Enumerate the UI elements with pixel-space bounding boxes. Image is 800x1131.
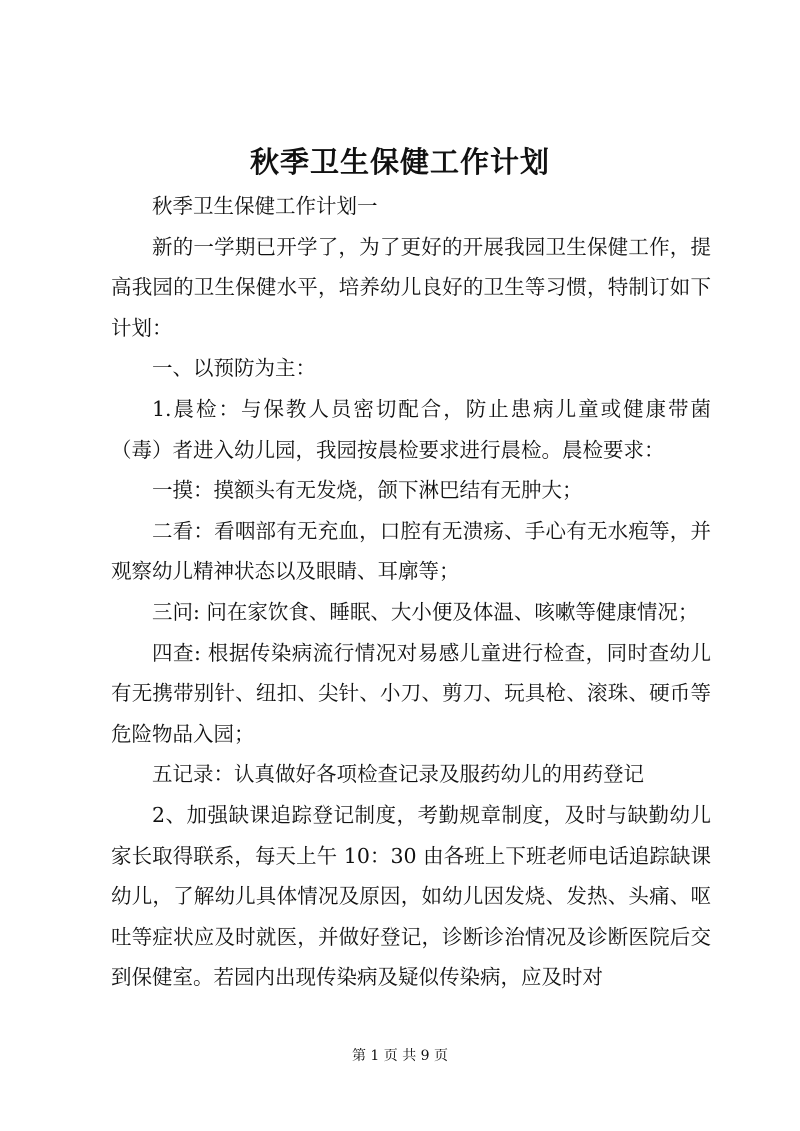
paragraph-subtitle: 秋季卫生保健工作计划一 <box>152 194 378 218</box>
paragraph-ask: 三问: 问在家饮食、睡眠、大小便及体温、咳嗽等健康情况； <box>152 599 699 624</box>
paragraph-morning-check: 1.晨检：与保教人员密切配合，防止患病儿童或健康带菌（毒）者进入幼儿园，我园按晨检要求进行晨检。晨检要求： <box>111 396 711 462</box>
paragraph-touch: 一摸：摸额头有无发烧，颌下淋巴结有无肿大； <box>152 478 583 503</box>
paragraph-look: 二看：看咽部有无充血，口腔有无溃疡、手心有无水疱等，并观察幼儿精神状态以及眼睛、耳廓等； <box>111 518 711 584</box>
page-title: 秋季卫生保健工作计划 <box>249 145 550 179</box>
paragraph-inspect: 四查: 根据传染病流行情况对易感儿童进行检查，同时查幼儿有无携带别针、纽扣、尖针、小刀、剪刀、玩具枪、滚珠、硬币等危险物品入园； <box>111 640 711 746</box>
page-footer: 第 1 页 共 9 页 <box>351 1048 449 1064</box>
paragraph-intro: 新的一学期已开学了，为了更好的开展我园卫生保健工作，提高我园的卫生保健水平，培养幼儿良好的卫生等习惯，特制订如下计划： <box>111 234 711 340</box>
paragraph-attendance: 2、加强缺课追踪登记制度，考勤规章制度，及时与缺勤幼儿家长取得联系，每天上午 10：30 由各班上下班老师电话追踪缺课幼儿，了解幼儿具体情况及原因，如幼儿因发烧、发热、头痛、呕吐等症状应及时就医，并做好登记，诊断诊治情况及诊断医院后交到保健室。若园内出现传染病及疑似传染病，应及时对 <box>111 802 711 990</box>
document-body <box>111 186 711 998</box>
paragraph-section-heading: 一、以预防为主： <box>152 356 316 381</box>
paragraph-record: 五记录：认真做好各项检查记录及服药幼儿的用药登记 <box>152 762 644 787</box>
